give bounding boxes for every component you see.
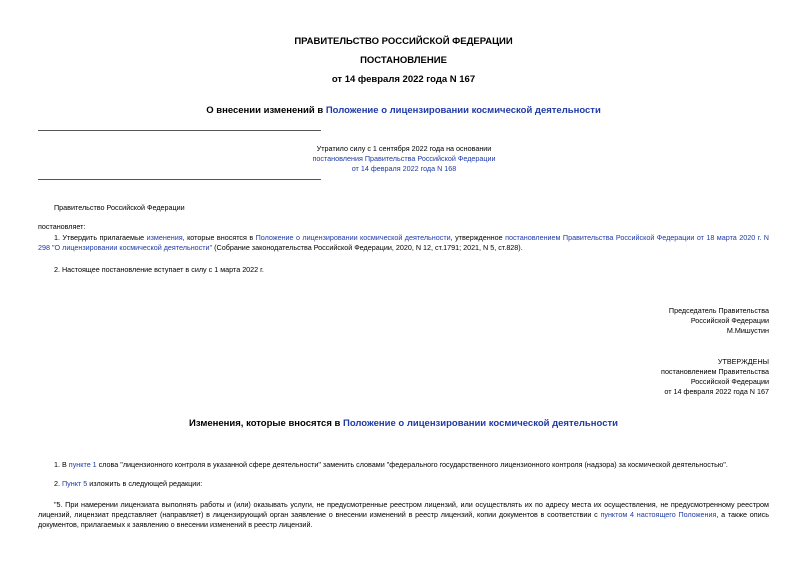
item-1-text4: (Собрание законодательства Российской Федерации, 2020, N 12, ст.1791; 2021, N 5, ст.828). [212,243,523,252]
change-new-text-link[interactable]: пунктом 4 настоящего Положения [600,510,717,519]
change-new-text1: "5. При намерении лицензиата выполнять работы и (или) оказывать услуги, не предусмотренные реестром лицензий, или осуществлять их по адресу места их осуществления, не предусмотренному реестром лицензий, лицензиат представляет (направляет) в лицензирующий орган заявление о внесении изменений в реестр лицензий, копии документов в соответствии с [38,500,769,519]
title-prefix: О внесении изменений в [206,105,326,116]
item-2: 2. Настоящее постановление вступает в силу с 1 марта 2022 г. [54,265,264,274]
government-heading: ПРАВИТЕЛЬСТВО РОССИЙСКОЙ ФЕДЕРАЦИИ [294,36,513,47]
change-2-link[interactable]: Пункт 5 [62,479,88,488]
signature-line1: Председатель Правительства [668,306,769,315]
change-new-text2: , а также опись документов, прилагаемых к заявлению о внесении изменений в реестр лицензий. [38,510,769,529]
title-link[interactable]: Положение о лицензировании космической деятельности [325,105,601,116]
document-date-number: от 14 февраля 2022 года N 167 [331,74,476,85]
change-1-text1: 1. В [54,460,69,469]
changes-title-prefix: Изменения, которые вносятся в [189,418,343,429]
change-2-text0: 2. [54,479,62,488]
status-note [200,144,608,174]
divider-top [38,130,321,131]
change-2-text: изложить в следующей редакции: [87,479,203,488]
approval-line1: УТВЕРЖДЕНЫ [717,357,769,366]
item-1-link-regulation[interactable]: Положение о лицензировании космической деятельности [255,233,451,242]
item-1-link-changes[interactable]: изменения [146,233,183,242]
item-1-text1: 1. Утвердить прилагаемые [54,233,147,242]
approval-line4: от 14 февраля 2022 года N 167 [664,387,769,396]
signature-line2: Российской Федерации [690,316,769,325]
change-new-text [38,500,769,530]
changes-title-link[interactable]: Положение о лицензировании космической деятельности [343,418,618,429]
approval-line3: Российской Федерации [690,377,769,386]
status-note-link2[interactable]: от 14 февраля 2022 года N 168 [351,164,457,173]
signature-signer: М.Мишустин [726,326,769,335]
approval-block [500,357,769,397]
item-1-link-resolution[interactable]: постановлением Правительства Российской Федерации от 18 марта 2020 г. N 298 "О лицензировании космической деятельности" [38,233,769,252]
changes-title [0,418,807,429]
status-note-link1[interactable]: постановления Правительства Российской Федерации [312,154,496,163]
preamble-line1: Правительство Российской Федерации [54,203,185,212]
change-1-link[interactable]: пункте 1 [68,460,97,469]
document-type: ПОСТАНОВЛЕНИЕ [360,55,447,66]
document-title [0,105,807,116]
change-1-text2: слова "лицензионного контроля в указанной сфере деятельности" заменить словами "федерального государственного лицензионного контроля (надзора) за космической деятельностью". [96,460,728,469]
preamble-line2: постановляет: [38,222,86,231]
change-1 [54,460,769,470]
change-2 [54,479,202,489]
signature-block [500,306,769,336]
divider-bottom [38,179,321,180]
item-1-text3: , утвержденное [450,233,506,242]
approval-line2: постановлением Правительства [661,367,769,376]
item-1-text2: , которые вносятся в [182,233,256,242]
status-note-line1: Утратило силу с 1 сентября 2022 года на основании [316,144,492,153]
item-1 [38,233,769,253]
